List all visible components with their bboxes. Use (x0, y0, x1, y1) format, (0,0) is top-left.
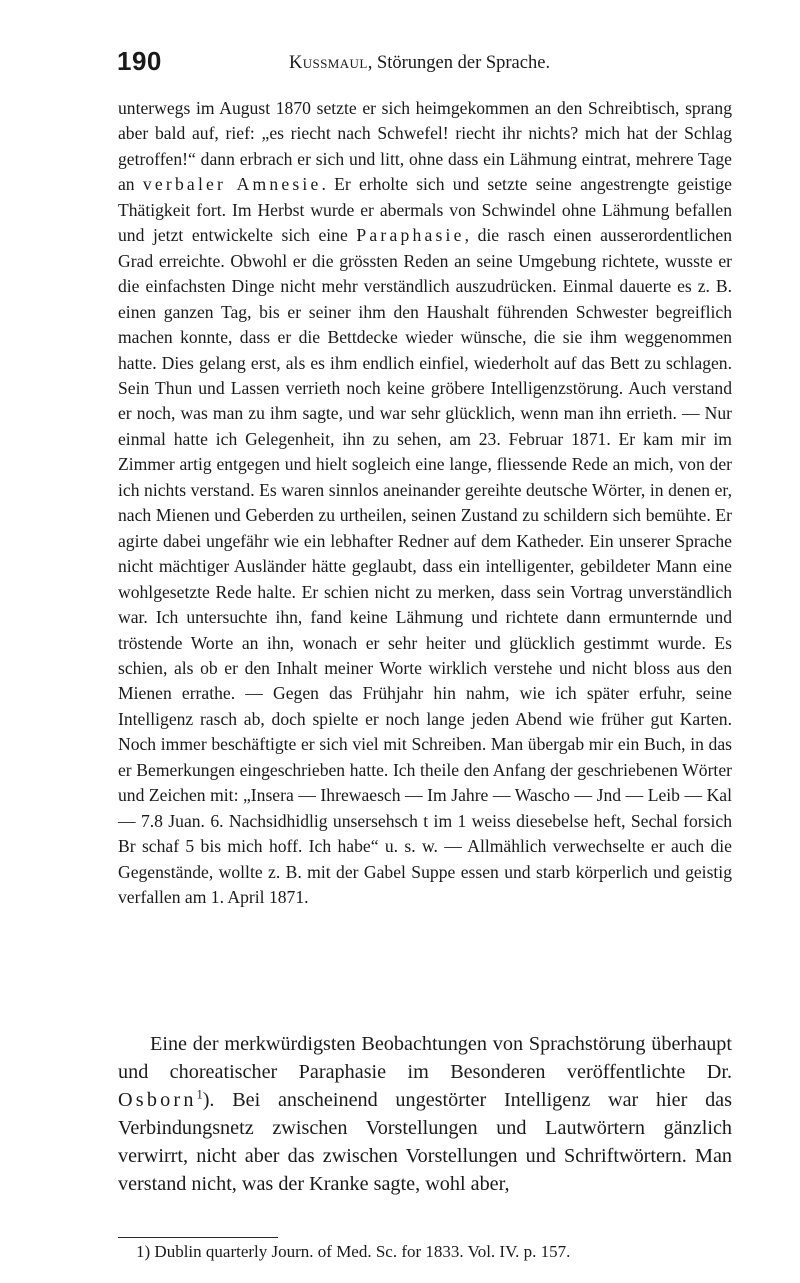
running-head-author: Kussmaul (289, 53, 368, 73)
paragraph-1-part-c: , die rasch einen ausserordentlichen Grad erreichte. Obwohl er die grössten Reden an seine Umgebung richtete, wusste er die einfachsten Dinge nicht mehr verständlich auszudrücken. Einmal dauerte es z. B. einen ganzen Tag, bis er seiner ihm den Haushalt führenden Schwester begreiflich machen konnte, dass er die Bettdecke wieder wünsche, die sie ihm weggenommen hatte. Dies gelang erst, als es ihm endlich einfiel, wiederholt auf das Bett zu schlagen. Sein Thun und Lassen verrieth noch keine gröbere Intelligenzstörung. Auch verstand er noch, was man zu ihm sagte, und war sehr glücklich, wenn man ihn errieth. — Nur einmal hatte ich Gelegenheit, ihn zu sehen, am 23. Februar 1871. Er kam mir im Zimmer artig entgegen und hielt sogleich eine lange, fliessende Rede an mich, von der ich nichts verstand. Es waren sinnlos aneinander gereihte deutsche Wörter, in denen er, nach Mienen und Geberden zu urtheilen, seinen Zustand zu schildern sich bemühte. Er agirte dabei ungefähr wie ein lebhafter Redner auf dem Katheder. Ein unserer Sprache nicht mächtiger Ausländer hätte geglaubt, dass ein intelligenter, gebildeter Mann eine wohlgesetzte Rede halte. Er schien nicht zu merken, dass sein Vortrag unverständlich war. Ich untersuchte ihn, fand keine Lähmung und richtete dann ermunternde und tröstende Worte an ihn, wonach er sehr heiter und glücklich gestimmt wurde. Es schien, als ob er den Inhalt meiner Worte wirklich verstehe und nicht bloss aus den Mienen errathe. — Gegen das Frühjahr hin nahm, wie ich später erfuhr, seine Intelligenz rasch ab, doch spielte er noch lange jeden Abend wie früher gut Karten. Noch immer beschäftigte er sich viel mit Schreiben. Man übergab mir ein Buch, in das er Bemerkungen eingeschrieben hatte. Ich theile den Anfang der geschriebenen Wörter und Zeichen mit: „Insera — Ihrewaesch — Im Jahre — Wascho — Jnd — Leib — Kal — 7.8 Juan. 6. Nachsidhidlig unsersehsch t im 1 weiss diesebelse heft, Sechal forsich Br schaf 5 bis mich hoff. Ich habe“ u. s. w. — Allmählich verwechselte er auch die Gegenstände, wollte z. B. mit der Gabel Suppe essen und starb körperlich und geistig verfallen am 1. April 1871. (118, 225, 733, 908)
footnote-divider (118, 1237, 278, 1238)
page-header (117, 46, 732, 80)
term-paraphasia: Paraphasie (356, 225, 465, 246)
paragraph-2-part-b: ). Bei anscheinend ungestörter Intelligenz war hier das Verbindungsnetz zwischen Vorstellungen und Lautwörtern gänzlich verwirrt, nicht aber das zwischen Vorstellungen und Schriftwörtern. Man verstand nicht, was der Kranke sagte, wohl aber, (118, 1088, 732, 1195)
body-text (118, 96, 732, 911)
paragraph-1-part-b: . Er erholte sich und setzte seine angestrengte geistige Thätigkeit fort. Im Herbst wurde er abermals von Schwindel ohne Lähmung befallen und jetzt entwickelte sich eine (118, 174, 732, 246)
footnote (136, 1241, 736, 1263)
term-verbal-amnesia: verbaler Amnesie (142, 174, 322, 195)
paragraph-2 (118, 1031, 732, 1198)
paragraph-1-part-a: unterwegs im August 1870 setzte er sich heimgekommen an den Schreibtisch, sprang aber bald auf, rief: „es riecht nach Schwefel! riecht ihr nichts? mich hat der Schlag getroffen!“ dann erbrach er sich und litt, ohne dass ein Lähmung eintrat, mehrere Tage an (118, 98, 732, 195)
page-number: 190 (117, 46, 162, 76)
footnote-ref[interactable]: 1 (196, 1087, 203, 1102)
footnote-text: Dublin quarterly Journ. of Med. Sc. for 1833. Vol. IV. p. 157. (154, 1242, 571, 1261)
paragraph-1 (118, 96, 732, 911)
footnote-marker: 1) (136, 1242, 151, 1261)
author-osborn: Osborn (118, 1088, 197, 1111)
large-print-section (118, 1031, 732, 1198)
running-head (289, 53, 550, 74)
running-head-title: , Störungen der Sprache. (367, 53, 551, 73)
paragraph-2-part-a: Eine der merkwürdigsten Beobachtungen von Sprachstörung überhaupt und choreatischer Paraphasie im Besonderen veröffentlichte Dr. (118, 1033, 732, 1083)
